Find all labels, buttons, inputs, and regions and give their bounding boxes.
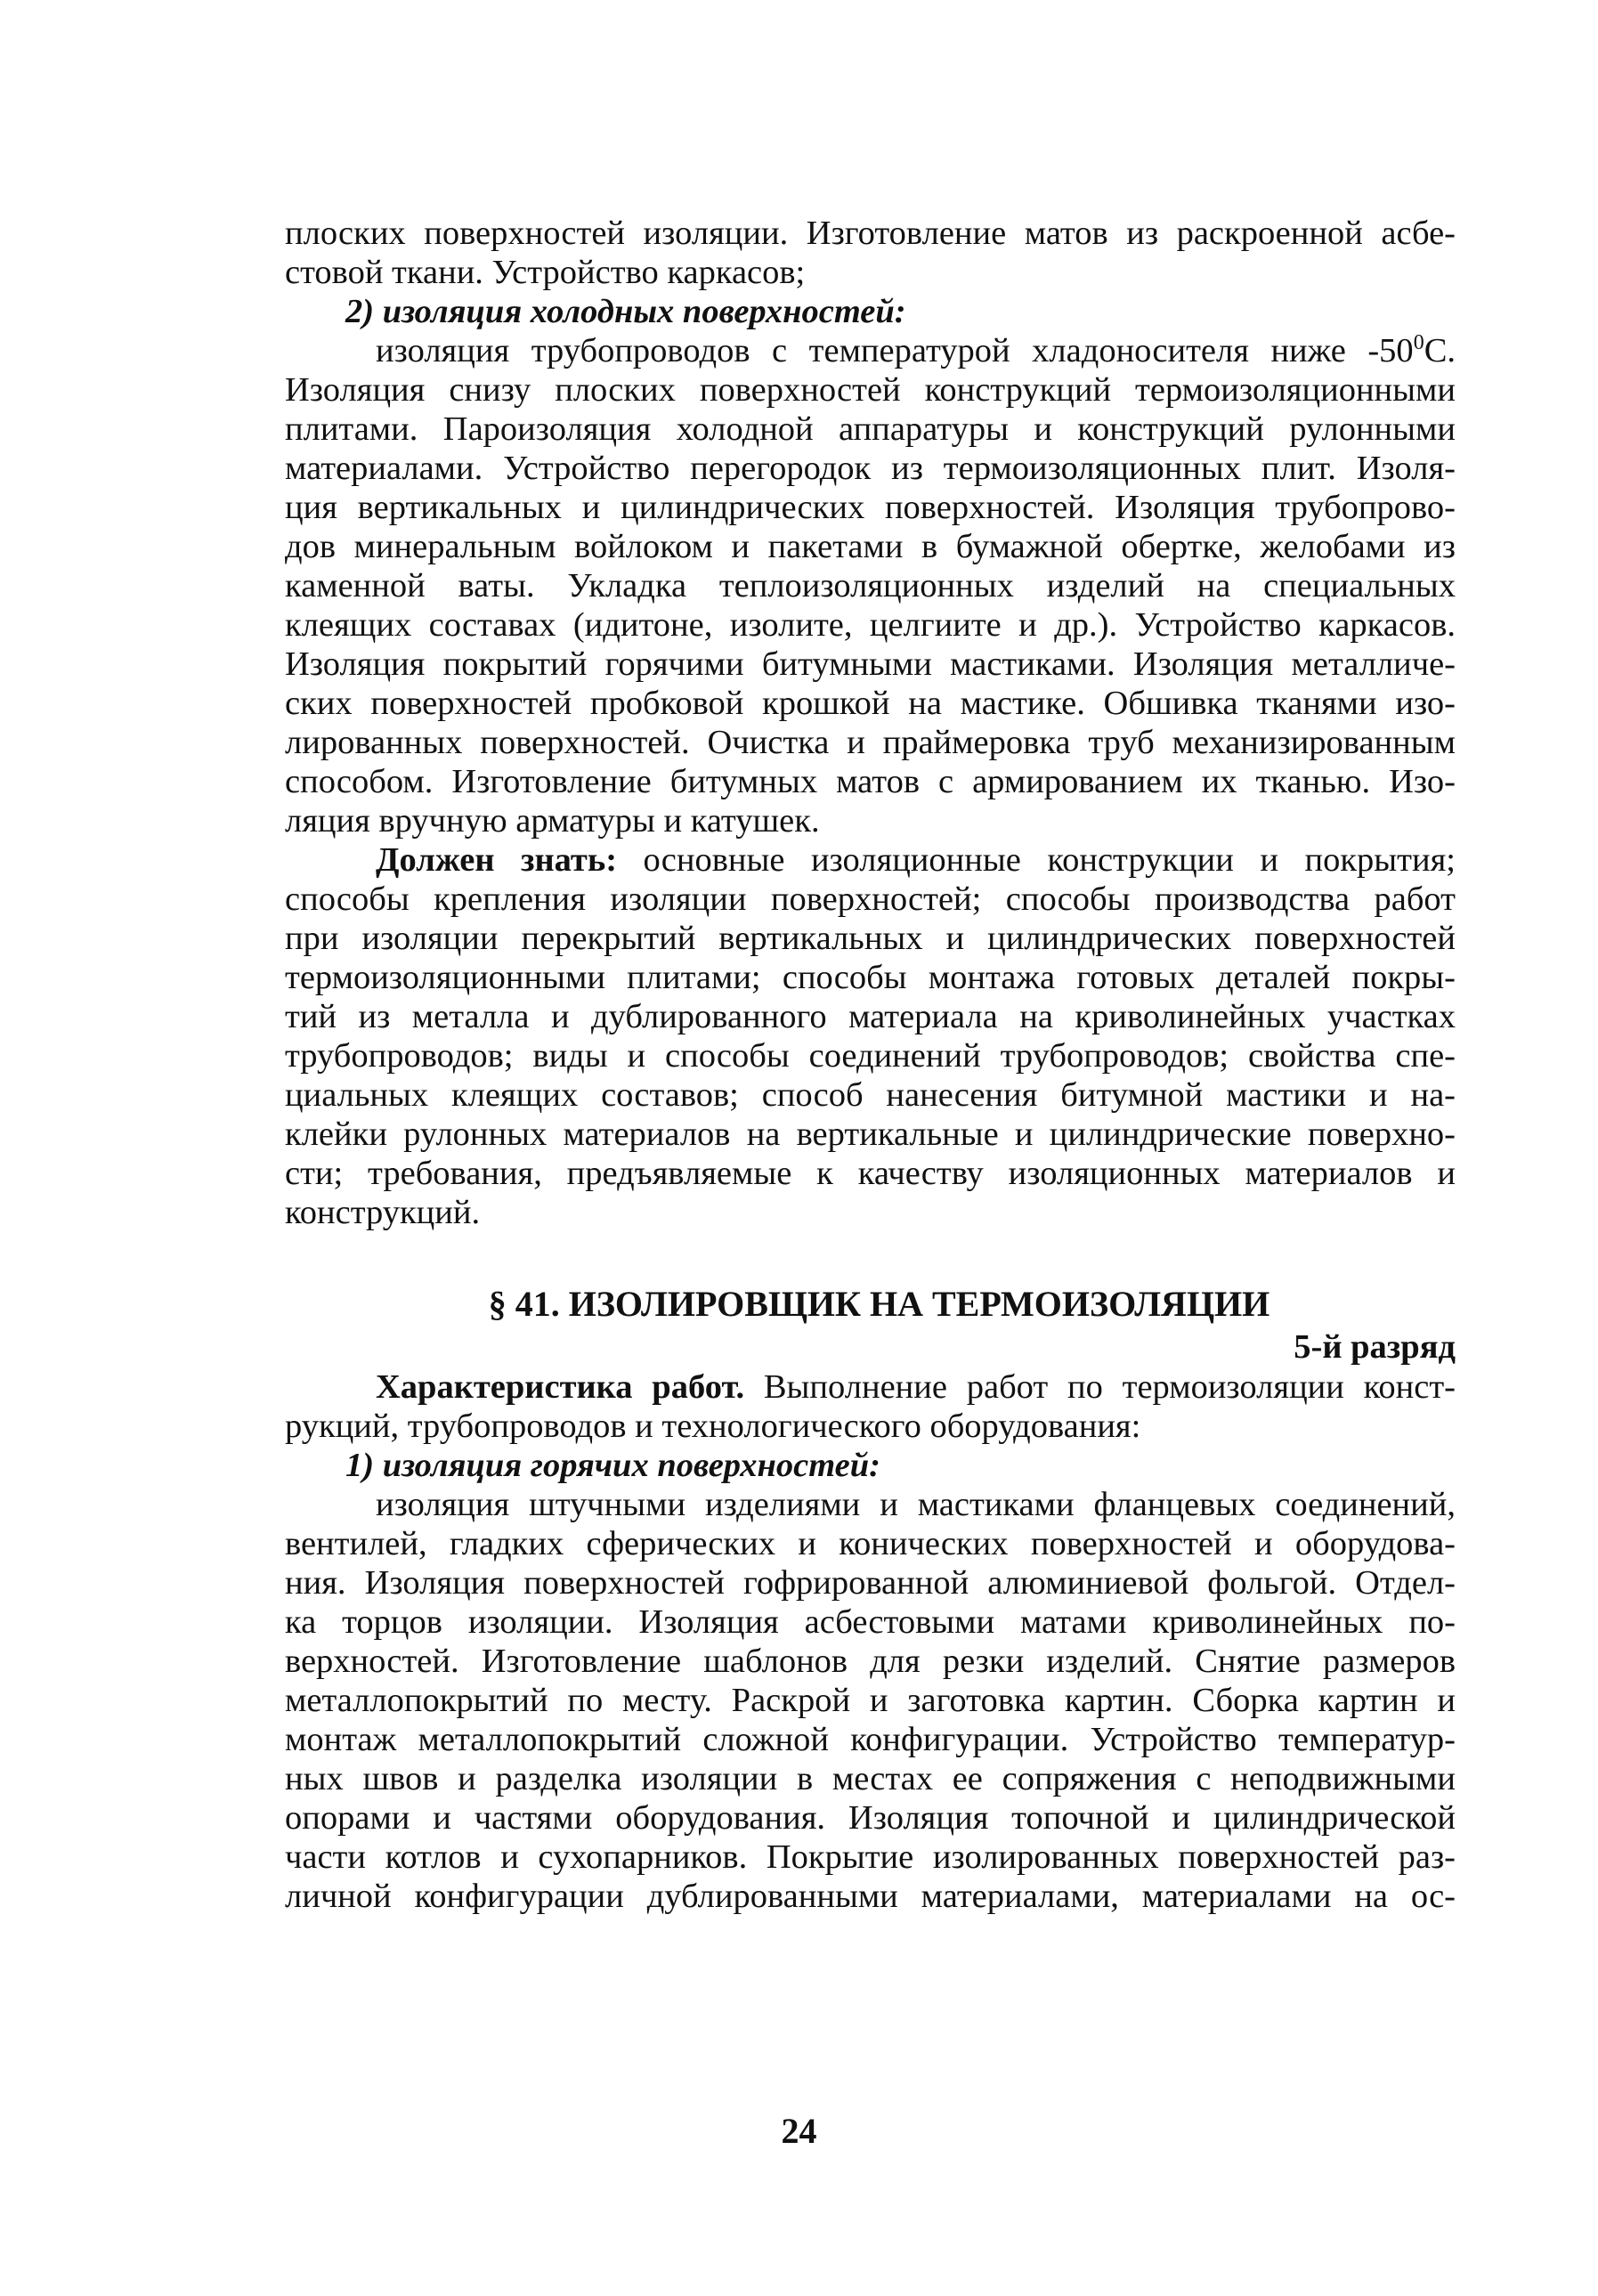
text-line: металлопокрытий по месту. Раскрой и заготовка картин. Сборка картин и [285, 1682, 1456, 1719]
must-know-label: Должен знать: [376, 841, 618, 879]
text-line: материалами. Устройство перегородок из термоизоляционных плит. Изоля- [285, 450, 1456, 487]
text-line: сти; требования, предъявляемые к качеству изоляционных материалов и [285, 1155, 1456, 1192]
text-line: клеящих составах (идитоне, изолите, целгиите и др.). Устройство каркасов. [285, 606, 1456, 644]
characteristics-line: Характеристика работ. Выполнение работ по термоизоляции конст- [376, 1368, 1456, 1406]
text-line: ция вертикальных и цилиндрических поверхностей. Изоляция трубопрово- [285, 489, 1456, 526]
text-line: изоляция штучными изделиями и мастиками фланцевых соединений, [376, 1486, 1456, 1523]
text-line: тий из металла и дублированного материала на криволинейных участках [285, 998, 1456, 1035]
text-line: опорами и частями оборудования. Изоляция топочной и цилиндрической [285, 1799, 1456, 1837]
rank-label: 5-й разряд [1294, 1328, 1456, 1366]
text-line: при изоляции перекрытий вертикальных и цилиндрических поверхностей [285, 920, 1456, 957]
text-line: вентилей, гладких сферических и конических поверхностей и оборудова- [285, 1525, 1456, 1562]
text-line: части котлов и сухопарников. Покрытие изолированных поверхностей раз- [285, 1838, 1456, 1876]
text-line: трубопроводов; виды и способы соединений трубопроводов; свойства спе- [285, 1037, 1456, 1075]
text-line: клейки рулонных материалов на вертикальные и цилиндрические поверхно- [285, 1116, 1456, 1153]
text-line: ния. Изоляция поверхностей гофрированной алюминиевой фольгой. Отдел- [285, 1564, 1456, 1602]
text-line: стовой ткани. Устройство каркасов; [285, 254, 806, 291]
must-know-line: Должен знать: основные изоляционные конструкции и покрытия; [376, 841, 1456, 879]
characteristics-label: Характеристика работ. [376, 1368, 745, 1406]
text-line: ских поверхностей пробковой крошкой на мастике. Обшивка тканями изо- [285, 685, 1456, 722]
text-line: личной конфигурации дублированными материалами, материалами на ос- [285, 1878, 1456, 1915]
text-line: конструкций. [285, 1194, 481, 1231]
text-line: плоских поверхностей изоляции. Изготовление матов из раскроенной асбе- [285, 215, 1456, 252]
text-line: лированных поверхностей. Очистка и праймеровка труб механизированным [285, 724, 1456, 761]
text-line: каменной ваты. Укладка теплоизоляционных изделий на специальных [285, 567, 1456, 604]
text-line: верхностей. Изготовление шаблонов для резки изделий. Снятие размеров [285, 1643, 1456, 1680]
text-line: термоизоляционными плитами; способы монтажа готовых деталей покры- [285, 959, 1456, 996]
subheading-cold-surfaces: 2) изоляция холодных поверхностей: [345, 293, 906, 330]
text-line: способы крепления изоляции поверхностей; способы производства работ [285, 880, 1456, 918]
text-line: монтаж металлопокрытий сложной конфигурации. Устройство температур- [285, 1721, 1456, 1758]
text-line: ка торцов изоляции. Изоляция асбестовыми матами криволинейных по- [285, 1603, 1456, 1641]
text-line: способом. Изготовление битумных матов с армированием их тканью. Изо- [285, 763, 1456, 800]
text-line: дов минеральным войлоком и пакетами в бумажной обертке, желобами из [285, 528, 1456, 565]
text-line: циальных клеящих составов; способ нанесения битумной мастики и на- [285, 1076, 1456, 1114]
page-body [285, 214, 1456, 1916]
subheading-hot-surfaces: 1) изоляция горячих поверхностей: [345, 1447, 880, 1484]
text-line: ляция вручную арматуры и катушек. [285, 802, 820, 840]
text-line: Изоляция покрытий горячими битумными мастиками. Изоляция металличе- [285, 645, 1456, 683]
text-line: изоляция трубопроводов с температурой хладоносителя ниже $-50^0С$. [376, 331, 1456, 369]
text-line: ных швов и разделка изоляции в местах ее сопряжения с неподвижными [285, 1760, 1456, 1797]
text-line: плитами. Пароизоляция холодной аппаратуры и конструкций рулонными [285, 410, 1456, 448]
text-line: Изоляция снизу плоских поверхностей конструкций термоизоляционными [285, 371, 1456, 409]
page-number: 24 [781, 2111, 817, 2151]
text-line: рукций, трубопроводов и технологического оборудования: [285, 1408, 1141, 1445]
section-title: § 41. ИЗОЛИРОВЩИК НА ТЕРМОИЗОЛЯЦИИ [488, 1284, 1270, 1324]
